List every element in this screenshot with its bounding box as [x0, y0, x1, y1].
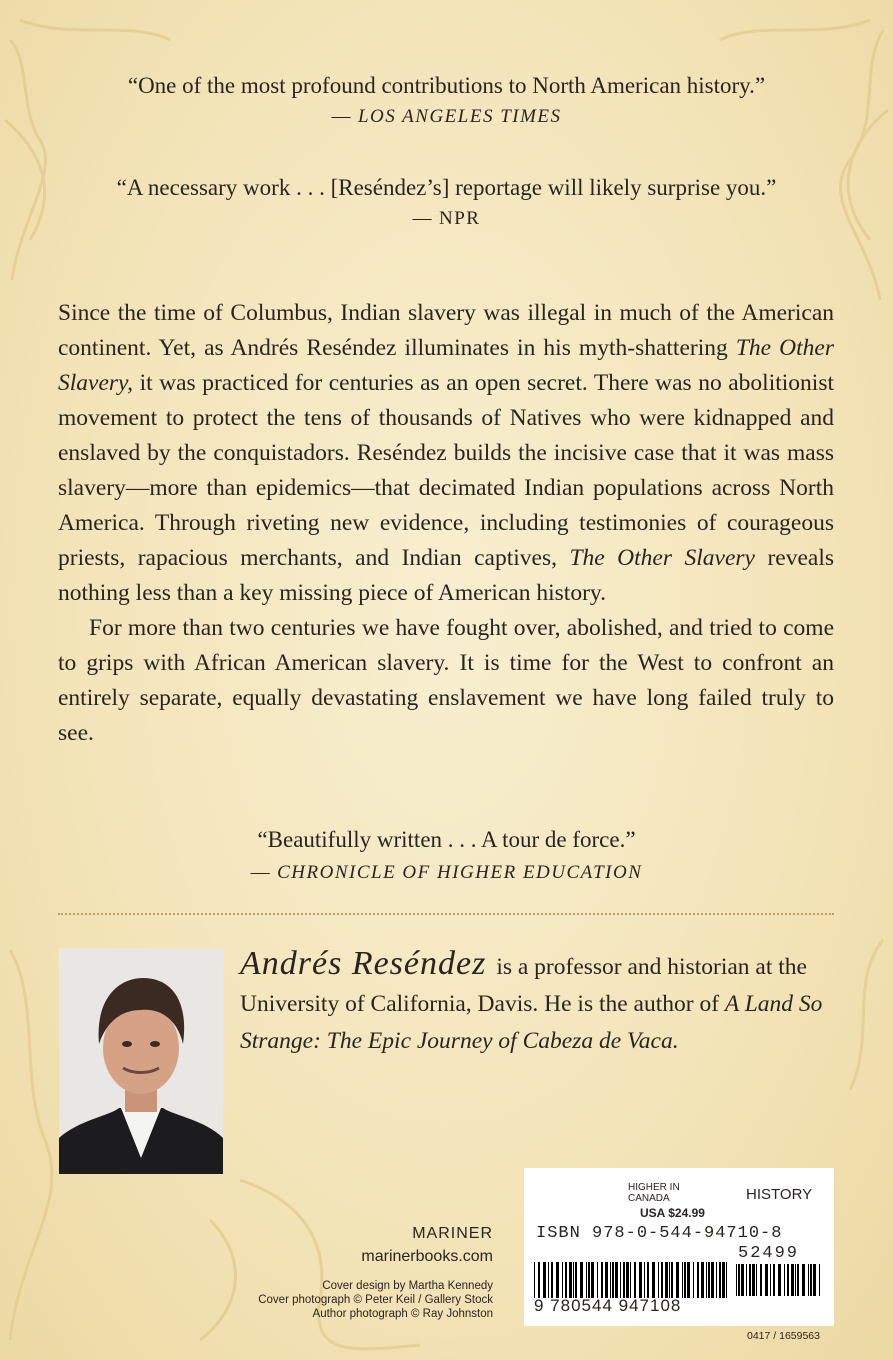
- barcode-bar: [741, 1264, 744, 1296]
- praise-quote-3: [0, 825, 893, 887]
- credit-line: Cover photograph © Peter Keil / Gallery Stock: [258, 1294, 493, 1306]
- praise-source: CHRONICLE OF HIGHER EDUCATION: [277, 862, 643, 883]
- barcode-bar: [813, 1264, 816, 1296]
- barcode-bar: [626, 1262, 629, 1298]
- barcode-bar: [612, 1262, 614, 1298]
- praise-quote-text: “Beautifully written . . . A tour de force.”: [257, 827, 636, 852]
- barcode-bar: [538, 1262, 540, 1298]
- barcode-bar: [791, 1264, 794, 1296]
- publisher-url: marinerbooks.com: [361, 1248, 493, 1265]
- barcode-bar: [610, 1262, 611, 1298]
- barcode-bar: [684, 1262, 686, 1298]
- cover-credits: [258, 1279, 493, 1321]
- description-paragraph-2: For more than two centuries we have fought over, abolished, and tried to come to grips with African American slavery. It is time for the West to confront an entirely separate, equally devastating enslavement we have long failed truly to see.: [58, 615, 834, 746]
- author-book-title: A Land So Strange: The Epic Journey of Cabeza de Vaca.: [240, 991, 823, 1054]
- praise-attribution: — CHRONICLE OF HIGHER EDUCATION: [250, 862, 643, 883]
- barcode-bar: [586, 1262, 587, 1298]
- barcode-bar: [658, 1262, 659, 1298]
- book-description: [58, 296, 834, 751]
- author-photo: [59, 948, 223, 1174]
- price-code: 52499: [738, 1244, 800, 1263]
- barcode-bar: [802, 1264, 805, 1296]
- description-paragraph-1: Since the time of Columbus, Indian slavery was illegal in much of the American continent. Yet, as Andrés Reséndez illuminates in his myth-shattering The Other Slavery, it was practiced for centuries as an open secret. There was no abolitionist movement to protect the tens of thousands of Natives who were kidnapped and enslaved by the conquistadors. Reséndez builds the incisive case that it was mass slavery—more than epidemics—that decimated Indian populations across North America. Through riveting new evidence, including testimonies of courageous priests, rapacious merchants, and Indian captives, The Other Slavery reveals nothing less than a key missing piece of American history.: [58, 300, 834, 606]
- barcode-bar: [551, 1262, 553, 1298]
- barcode-bar: [726, 1262, 727, 1298]
- barcode-bar: [819, 1264, 820, 1296]
- barcode-bar: [669, 1262, 670, 1298]
- publisher-name: MARINER: [412, 1225, 493, 1242]
- barcode-bar: [778, 1264, 781, 1296]
- barcode-panel: [524, 1168, 834, 1326]
- barcode-bar: [787, 1264, 789, 1296]
- barcode-bar: [565, 1262, 567, 1298]
- barcode-bar: [693, 1262, 694, 1298]
- barcode-bar: [665, 1262, 668, 1298]
- barcode-bar: [756, 1264, 757, 1296]
- ean-barcode: [534, 1262, 730, 1298]
- barcode-bar: [630, 1262, 631, 1298]
- price-note: HIGHER IN CANADA: [628, 1182, 680, 1204]
- publisher-info: [361, 1222, 493, 1268]
- isbn-number: ISBN 978-0-544-94710-8: [536, 1224, 783, 1243]
- barcode-bar: [746, 1264, 747, 1296]
- barcode-bar: [601, 1262, 603, 1298]
- category-label: HISTORY: [746, 1186, 813, 1203]
- author-bio: Andrés Reséndez is a professor and historian at the University of California, Davis. He is the author of A Land So Strange: The Epic Journey of Cabeza de Vaca.: [240, 945, 823, 1054]
- barcode-bar: [752, 1264, 755, 1296]
- praise-quote-1: [0, 71, 893, 131]
- barcode-bar: [808, 1264, 809, 1296]
- barcode-bar: [682, 1262, 683, 1298]
- print-code: 0417 / 1659563: [747, 1330, 820, 1342]
- barcode-bar: [548, 1262, 549, 1298]
- barcode-bar: [569, 1262, 572, 1298]
- barcode-bar: [687, 1262, 690, 1298]
- barcode-bar: [736, 1264, 737, 1296]
- praise-quote-text: “A necessary work . . . [Reséndez’s] reportage will likely surprise you.”: [116, 175, 777, 200]
- barcode-bar: [639, 1262, 642, 1298]
- price: USA $24.99: [640, 1206, 705, 1220]
- barcode-bar: [784, 1264, 785, 1296]
- praise-attribution: — LOS ANGELES TIMES: [331, 106, 562, 127]
- praise-quote-2: [0, 173, 893, 233]
- praise-source: NPR: [439, 208, 481, 229]
- barcode-bar: [562, 1262, 563, 1298]
- barcode-bar: [738, 1264, 740, 1296]
- barcode-bar: [810, 1264, 812, 1296]
- barcode-bar: [701, 1262, 704, 1298]
- barcode-bar: [676, 1262, 679, 1298]
- divider: [58, 913, 834, 915]
- praise-attribution: — NPR: [412, 208, 481, 229]
- author-name: Andrés Reséndez: [240, 945, 487, 982]
- supplement-barcode: [736, 1264, 824, 1296]
- barcode-bar: [615, 1262, 618, 1298]
- barcode-bar: [760, 1264, 762, 1296]
- barcode-bar: [605, 1262, 608, 1298]
- barcode-bar: [543, 1262, 546, 1298]
- barcode-bar: [697, 1262, 699, 1298]
- book-title: The Other Slavery: [569, 545, 755, 571]
- barcode-bar: [647, 1262, 649, 1298]
- ean-digits: 9 780544 947108: [534, 1296, 682, 1315]
- credit-line: Author photograph © Ray Johnston: [312, 1308, 493, 1320]
- book-title: The Other Slavery,: [58, 335, 834, 396]
- barcode-bar: [716, 1262, 717, 1298]
- barcode-bar: [644, 1262, 645, 1298]
- barcode-bar: [652, 1262, 655, 1298]
- barcode-bar: [634, 1262, 636, 1298]
- author-portrait-image: [59, 948, 223, 1174]
- barcode-bar: [573, 1262, 574, 1298]
- credit-line: Cover design by Martha Kennedy: [322, 1280, 493, 1292]
- barcode-bar: [671, 1262, 673, 1298]
- barcode-bar: [597, 1262, 598, 1298]
- barcode-bar: [795, 1264, 796, 1296]
- barcode-bar: [722, 1262, 725, 1298]
- barcode-bar: [765, 1264, 768, 1296]
- barcode-bar: [770, 1264, 771, 1296]
- barcode-bar: [588, 1262, 590, 1298]
- praise-source: LOS ANGELES TIMES: [357, 106, 562, 127]
- barcode-bar: [797, 1264, 799, 1296]
- barcode-bar: [620, 1262, 621, 1298]
- barcode-bar: [623, 1262, 625, 1298]
- barcode-bar: [773, 1264, 775, 1296]
- barcode-bar: [556, 1262, 559, 1298]
- barcode-bar: [534, 1262, 535, 1298]
- praise-quote-text: “One of the most profound contributions to North American history.”: [127, 73, 766, 98]
- barcode-bar: [749, 1264, 751, 1296]
- barcode-bar: [661, 1262, 663, 1298]
- barcode-bar: [711, 1262, 714, 1298]
- barcode-bar: [575, 1262, 577, 1298]
- barcode-bar: [591, 1262, 594, 1298]
- barcode-bar: [580, 1262, 583, 1298]
- barcode-bar: [708, 1262, 710, 1298]
- barcode-bar: [706, 1262, 707, 1298]
- barcode-bar: [719, 1262, 721, 1298]
